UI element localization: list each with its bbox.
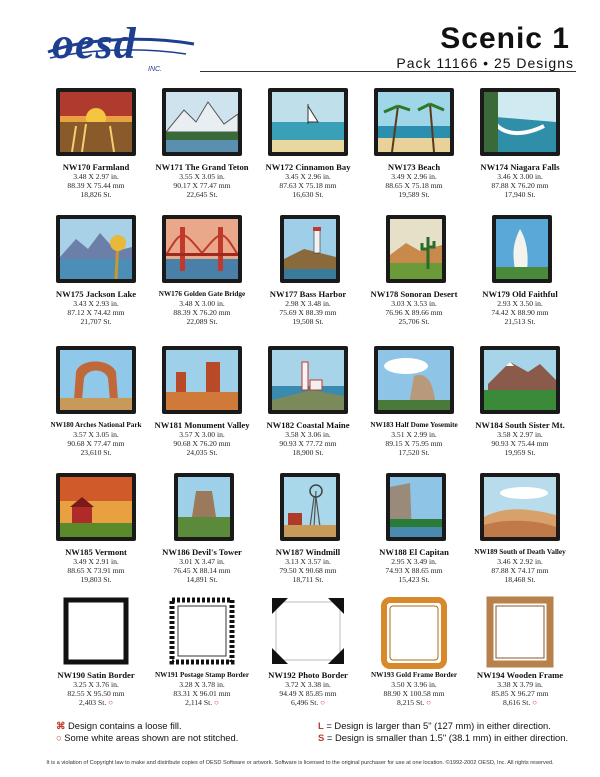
design-size-in: 3.28 X 3.78 in. bbox=[179, 680, 225, 689]
design-card[interactable] bbox=[360, 215, 468, 337]
design-card[interactable] bbox=[466, 596, 574, 718]
design-thumbnail bbox=[268, 596, 348, 666]
white-areas-icon: ○ bbox=[214, 698, 219, 707]
design-size-mm: 94.49 X 85.85 mm bbox=[279, 689, 337, 698]
legend-small: S = Design is smaller than 1.5" (38.1 mm) in either direction. bbox=[318, 732, 569, 743]
design-size-mm: 87.63 X 75.18 mm bbox=[279, 181, 337, 190]
design-thumbnail bbox=[56, 346, 136, 414]
design-size-mm: 90.68 X 77.47 mm bbox=[67, 439, 125, 448]
design-size-mm: 88.90 X 100.58 mm bbox=[383, 689, 445, 698]
design-row bbox=[42, 215, 588, 335]
design-code: NW189 South of Death Valley bbox=[474, 548, 566, 556]
design-size-mm: 76.96 X 89.66 mm bbox=[385, 308, 443, 317]
design-code: NW184 South Sister Mt. bbox=[475, 420, 565, 430]
design-stitches: 23,610 St. bbox=[80, 448, 112, 457]
design-size-mm: 90.68 X 76.20 mm bbox=[173, 439, 231, 448]
design-thumbnail bbox=[56, 473, 136, 541]
design-stitches: 22,645 St. bbox=[186, 190, 218, 199]
design-thumbnail bbox=[60, 596, 132, 666]
white-areas-icon: ○ bbox=[108, 698, 113, 707]
design-size-in: 3.48 X 3.00 in. bbox=[179, 299, 225, 308]
design-size-in: 3.57 X 3.05 in. bbox=[73, 430, 119, 439]
design-thumbnail bbox=[162, 88, 242, 156]
design-size-in: 3.03 X 3.53 in. bbox=[391, 299, 437, 308]
design-code: NW180 Arches National Park bbox=[50, 421, 142, 429]
design-code: NW183 Half Dome Yosemite bbox=[370, 421, 458, 429]
design-code: NW186 Devil's Tower bbox=[162, 547, 242, 557]
design-card[interactable] bbox=[254, 215, 362, 337]
design-code: NW171 The Grand Teton bbox=[155, 162, 249, 172]
design-code: NW187 Windmill bbox=[275, 547, 341, 557]
design-code: NW175 Jackson Lake bbox=[55, 289, 137, 299]
design-stitches: 18,468 St. bbox=[504, 575, 536, 584]
design-code: NW179 Old Faithful bbox=[482, 289, 558, 299]
design-card[interactable] bbox=[42, 473, 150, 595]
design-card[interactable] bbox=[360, 346, 468, 468]
design-stitches: 8,616 St. ○ bbox=[503, 698, 537, 707]
copyright-footer: It is a violation of Copyright law to make and distribute copies of OESD Software or artwork. Software is licensed to the original purchaser for use at one location. ©1992-2002 OESD, Inc. All rights reserved. bbox=[46, 760, 554, 766]
design-code: NW176 Golden Gate Bridge bbox=[158, 290, 246, 298]
design-code: NW182 Coastal Maine bbox=[266, 420, 350, 430]
design-row bbox=[42, 473, 588, 593]
design-card[interactable] bbox=[148, 596, 256, 718]
design-size-mm: 85.85 X 96.27 mm bbox=[491, 689, 549, 698]
design-code: NW193 Gold Frame Border bbox=[370, 671, 458, 679]
loose-fill-icon: ⌘ bbox=[56, 720, 66, 731]
design-size-mm: 74.42 X 88.90 mm bbox=[491, 308, 549, 317]
design-size-mm: 88.65 X 73.91 mm bbox=[67, 566, 125, 575]
design-stitches: 21,707 St. bbox=[80, 317, 112, 326]
design-card[interactable] bbox=[254, 596, 362, 718]
design-size-mm: 74.93 X 88.65 mm bbox=[385, 566, 443, 575]
white-areas-icon: ○ bbox=[56, 732, 62, 743]
design-card[interactable] bbox=[148, 88, 256, 210]
design-size-in: 3.46 X 3.00 in. bbox=[497, 172, 543, 181]
design-thumbnail bbox=[480, 346, 560, 414]
page-header bbox=[0, 0, 600, 80]
design-stitches: 19,959 St. bbox=[504, 448, 536, 457]
design-code: NW177 Bass Harbor bbox=[269, 289, 347, 299]
design-size-in: 3.48 X 2.97 in. bbox=[73, 172, 119, 181]
design-size-mm: 87.12 X 74.42 mm bbox=[67, 308, 125, 317]
design-stitches: 22,089 St. bbox=[186, 317, 218, 326]
white-areas-icon: ○ bbox=[426, 698, 431, 707]
design-stitches: 16,630 St. bbox=[292, 190, 324, 199]
design-card[interactable] bbox=[42, 88, 150, 210]
design-code: NW174 Niagara Falls bbox=[480, 162, 560, 172]
design-thumbnail bbox=[166, 596, 238, 666]
design-card[interactable] bbox=[148, 473, 256, 595]
design-size-mm: 82.55 X 95.50 mm bbox=[67, 689, 125, 698]
design-stitches: 14,891 St. bbox=[186, 575, 218, 584]
design-code: NW192 Photo Border bbox=[268, 670, 348, 680]
design-thumbnail bbox=[174, 473, 234, 541]
white-areas-icon: ○ bbox=[532, 698, 537, 707]
design-size-in: 3.50 X 3.96 in. bbox=[391, 680, 437, 689]
design-size-mm: 90.93 X 77.72 mm bbox=[279, 439, 337, 448]
design-code: NW170 Farmland bbox=[62, 162, 130, 172]
design-card[interactable] bbox=[42, 596, 150, 718]
design-code: NW190 Satin Border bbox=[57, 670, 135, 680]
design-card[interactable] bbox=[466, 473, 574, 595]
design-stitches: 2,403 St. ○ bbox=[79, 698, 113, 707]
design-size-in: 3.55 X 3.05 in. bbox=[179, 172, 225, 181]
design-size-in: 3.38 X 3.79 in. bbox=[497, 680, 543, 689]
design-thumbnail bbox=[484, 596, 556, 668]
logo-inc: INC. bbox=[148, 66, 162, 73]
design-thumbnail bbox=[480, 473, 560, 541]
design-size-mm: 79.50 X 90.68 mm bbox=[279, 566, 337, 575]
design-thumbnail bbox=[492, 215, 552, 283]
design-card[interactable] bbox=[360, 88, 468, 210]
design-size-mm: 83.31 X 96.01 mm bbox=[173, 689, 231, 698]
design-size-in: 2.95 X 3.49 in. bbox=[391, 557, 437, 566]
design-card[interactable] bbox=[42, 346, 150, 468]
design-card[interactable] bbox=[466, 215, 574, 337]
design-card[interactable] bbox=[148, 346, 256, 468]
design-code: NW178 Sonoran Desert bbox=[370, 289, 458, 299]
design-size-in: 3.25 X 3.76 in. bbox=[73, 680, 119, 689]
design-size-in: 2.93 X 3.50 in. bbox=[497, 299, 543, 308]
design-size-in: 3.58 X 3.06 in. bbox=[285, 430, 331, 439]
design-thumbnail bbox=[268, 88, 348, 156]
design-size-in: 3.51 X 2.99 in. bbox=[391, 430, 437, 439]
design-size-mm: 88.39 X 76.20 mm bbox=[173, 308, 231, 317]
design-stitches: 18,826 St. bbox=[80, 190, 112, 199]
design-thumbnail bbox=[280, 215, 340, 283]
design-size-mm: 88.39 X 75.44 mm bbox=[67, 181, 125, 190]
design-size-mm: 90.17 X 77.47 mm bbox=[173, 181, 231, 190]
design-stitches: 15,423 St. bbox=[398, 575, 430, 584]
design-row bbox=[42, 596, 588, 716]
design-code: NW181 Monument Valley bbox=[154, 420, 250, 430]
design-stitches: 18,900 St. bbox=[292, 448, 324, 457]
design-stitches: 6,496 St. ○ bbox=[291, 698, 325, 707]
white-areas-icon: ○ bbox=[320, 698, 325, 707]
legend-large: L = Design is larger than 5" (127 mm) in either direction. bbox=[318, 720, 551, 731]
design-code: NW191 Postage Stamp Border bbox=[154, 671, 250, 679]
design-size-mm: 76.45 X 88.14 mm bbox=[173, 566, 231, 575]
design-thumbnail bbox=[162, 346, 242, 414]
design-card[interactable] bbox=[360, 596, 468, 718]
design-card[interactable] bbox=[466, 346, 574, 468]
design-size-in: 3.49 X 2.91 in. bbox=[73, 557, 119, 566]
design-size-mm: 87.88 X 76.20 mm bbox=[491, 181, 549, 190]
design-size-mm: 89.15 X 75.95 mm bbox=[385, 439, 443, 448]
small-icon: S bbox=[318, 732, 325, 743]
logo-text: oesd bbox=[52, 19, 137, 68]
legend-white-areas: ○ Some white areas shown are not stitched. bbox=[56, 732, 239, 743]
design-row bbox=[42, 346, 588, 466]
design-size-in: 3.01 X 3.47 in. bbox=[179, 557, 225, 566]
design-thumbnail bbox=[56, 88, 136, 156]
oesd-logo bbox=[52, 19, 187, 80]
page-title: Scenic 1 bbox=[440, 22, 570, 55]
design-size-in: 3.49 X 2.96 in. bbox=[391, 172, 437, 181]
design-stitches: 19,589 St. bbox=[398, 190, 430, 199]
design-code: NW172 Cinnamon Bay bbox=[265, 162, 351, 172]
design-stitches: 19,508 St. bbox=[292, 317, 324, 326]
header-rule bbox=[200, 71, 576, 72]
design-size-in: 2.98 X 3.48 in. bbox=[285, 299, 331, 308]
design-card[interactable] bbox=[254, 346, 362, 468]
design-thumbnail bbox=[374, 346, 454, 414]
design-stitches: 2,114 St. ○ bbox=[185, 698, 219, 707]
design-card[interactable] bbox=[254, 473, 362, 595]
design-size-mm: 75.69 X 88.39 mm bbox=[279, 308, 337, 317]
design-card[interactable] bbox=[42, 215, 150, 337]
design-thumbnail bbox=[480, 88, 560, 156]
design-size-mm: 88.65 X 75.18 mm bbox=[385, 181, 443, 190]
design-size-mm: 87.88 X 74.17 mm bbox=[491, 566, 549, 575]
design-size-in: 3.43 X 2.93 in. bbox=[73, 299, 119, 308]
design-row bbox=[42, 88, 588, 208]
design-thumbnail bbox=[386, 215, 446, 283]
page-subtitle: Pack 11166 • 25 Designs bbox=[396, 55, 574, 71]
design-stitches: 17,520 St. bbox=[398, 448, 430, 457]
design-size-in: 3.46 X 2.92 in. bbox=[497, 557, 543, 566]
design-size-in: 3.45 X 2.96 in. bbox=[285, 172, 331, 181]
design-code: NW194 Wooden Frame bbox=[476, 670, 564, 680]
design-card[interactable] bbox=[254, 88, 362, 210]
design-card[interactable] bbox=[360, 473, 468, 595]
large-icon: L bbox=[318, 720, 324, 731]
design-stitches: 25,706 St. bbox=[398, 317, 430, 326]
design-stitches: 19,803 St. bbox=[80, 575, 112, 584]
design-thumbnail bbox=[378, 596, 450, 670]
design-thumbnail bbox=[162, 215, 242, 283]
design-stitches: 17,940 St. bbox=[504, 190, 536, 199]
design-card[interactable] bbox=[148, 215, 256, 337]
design-thumbnail bbox=[374, 88, 454, 156]
legend-loose-fill: ⌘ Design contains a loose fill. bbox=[56, 720, 182, 731]
design-stitches: 18,711 St. bbox=[292, 575, 324, 584]
design-size-in: 3.13 X 3.57 in. bbox=[285, 557, 331, 566]
design-size-in: 3.58 X 2.97 in. bbox=[497, 430, 543, 439]
design-size-in: 3.57 X 3.00 in. bbox=[179, 430, 225, 439]
design-thumbnail bbox=[280, 473, 340, 541]
design-size-mm: 90.93 X 75.44 mm bbox=[491, 439, 549, 448]
design-thumbnail bbox=[268, 346, 348, 414]
design-thumbnail bbox=[386, 473, 446, 541]
design-card[interactable] bbox=[466, 88, 574, 210]
design-thumbnail bbox=[56, 215, 136, 283]
design-stitches: 8,215 St. ○ bbox=[397, 698, 431, 707]
design-stitches: 21,513 St. bbox=[504, 317, 536, 326]
design-stitches: 24,035 St. bbox=[186, 448, 218, 457]
design-code: NW185 Vermont bbox=[65, 547, 127, 557]
design-code: NW188 El Capitan bbox=[379, 547, 449, 557]
design-code: NW173 Beach bbox=[387, 162, 441, 172]
design-size-in: 3.72 X 3.38 in. bbox=[285, 680, 331, 689]
